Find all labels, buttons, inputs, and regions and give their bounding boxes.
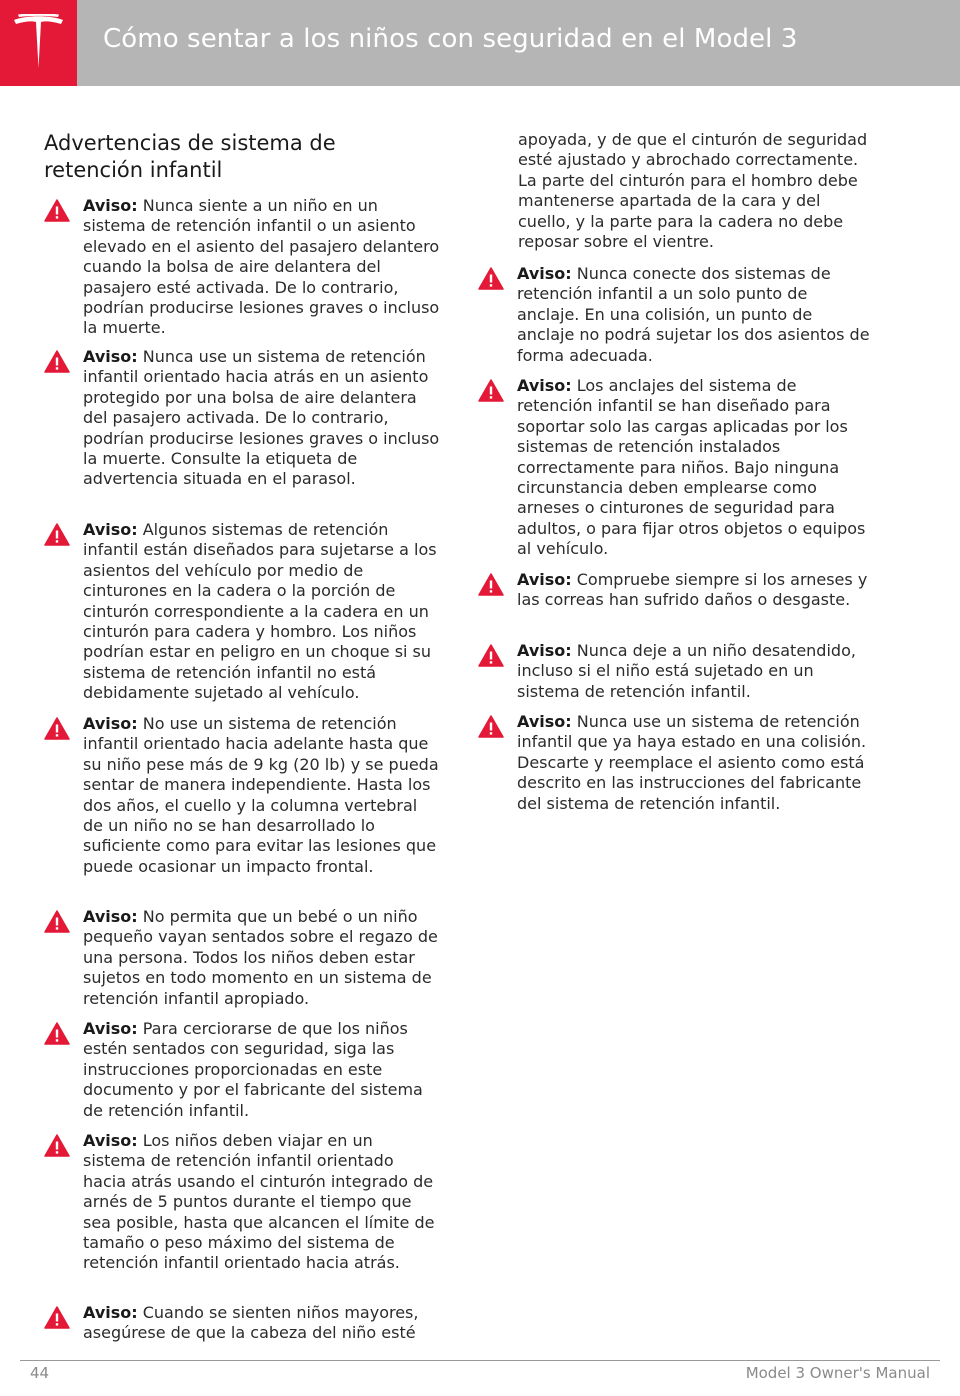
- warning-label: Aviso:: [83, 1303, 138, 1322]
- warning-body: Nunca use un sistema de retención infantil orientado hacia atrás en un asiento protegido por una bolsa de aire delantera del pasajero activada. De lo contrario, podrían producirse lesiones graves o incluso la muerte. Consulte la etiqueta de advertencia situada en el parasol.: [83, 347, 440, 489]
- warning-text: [83, 520, 440, 704]
- warning-label: Aviso:: [83, 1131, 138, 1150]
- manual-title: Model 3 Owner's Manual: [745, 1364, 930, 1382]
- warning-label: Aviso:: [517, 376, 572, 395]
- warning-body: Los anclajes del sistema de retención infantil se han diseñado para soportar solo las cargas aplicadas por los sistemas de retención instalados correctamente para niños. Bajo ninguna circunstancia deben emplearse como arneses o cinturones de seguridad para adultos, o para fijar otros objetos o equipos al vehículo.: [517, 376, 866, 559]
- warning-label: Aviso:: [517, 641, 572, 660]
- warning-text: [83, 1131, 440, 1274]
- warning-body: Compruebe siempre si los arneses y las correas han sufrido daños o desgaste.: [517, 570, 868, 610]
- warning-triangle-icon: [44, 717, 70, 740]
- warning-text: [517, 641, 874, 702]
- warning-label: Aviso:: [83, 907, 138, 926]
- warning-label: Aviso:: [83, 520, 138, 539]
- warning-label: Aviso:: [83, 347, 138, 366]
- warning-label: Aviso:: [83, 196, 138, 215]
- warning-body: Algunos sistemas de retención infantil están diseñados para sujetarse a los asientos del vehículo por medio de cinturones en la cadera o la porción de cinturón correspondiente a la cadera en un cinturón para cadera y hombro. Los niños podrían estar en peligro en un choque si su sistema de retención infantil no está debidamente sujetado al vehículo.: [83, 520, 437, 703]
- tesla-logo: [0, 0, 77, 86]
- warning-text: [517, 264, 874, 366]
- warning-body: Para cerciorarse de que los niños estén sentados con seguridad, siga las instrucciones proporcionadas en este documento y por el fabricante del sistema de retención infantil.: [83, 1019, 423, 1120]
- warning-triangle-icon: [44, 1022, 70, 1045]
- warning-triangle-icon: [44, 910, 70, 933]
- warning-triangle-icon: [478, 267, 504, 290]
- warning-body: Nunca use un sistema de retención infantil que ya haya estado en una colisión. Descarte y reemplace el asiento como está descrito en las instrucciones del fabricante del sistema de retención infantil.: [517, 712, 867, 813]
- warning-body: Cuando se sienten niños mayores, asegúrese de que la cabeza del niño esté: [83, 1303, 419, 1343]
- warning-triangle-icon: [44, 523, 70, 546]
- warning-triangle-icon: [44, 199, 70, 222]
- warning-text: [83, 196, 440, 339]
- warning-text: [83, 1303, 440, 1344]
- warning-text: [83, 1019, 440, 1121]
- header-title: Cómo sentar a los niños con seguridad en el Model 3: [103, 24, 798, 54]
- warning-label: Aviso:: [517, 264, 572, 283]
- tesla-logo-icon: [12, 14, 65, 72]
- warning-text: [517, 712, 874, 814]
- warning-body: Nunca conecte dos sistemas de retención infantil a un solo punto de anclaje. En una colisión, un punto de anclaje no podrá sujetar los dos asientos de forma adecuada.: [517, 264, 870, 365]
- warning-text: [83, 347, 440, 490]
- warning-label: Aviso:: [83, 1019, 138, 1038]
- footer-divider: [20, 1360, 940, 1361]
- warning-triangle-icon: [478, 715, 504, 738]
- page-number: 44: [30, 1364, 50, 1382]
- warning-body: Los niños deben viajar en un sistema de retención infantil orientado hacia atrás usando el cinturón integrado de arnés de 5 puntos durante el tiempo que sea posible, hasta que alcancen el límite de tamaño o peso máximo del sistema de retención infantil orientado hacia atrás.: [83, 1131, 435, 1273]
- warning-text: [517, 376, 874, 560]
- page-header: [0, 0, 960, 86]
- warning-label: Aviso:: [517, 712, 572, 731]
- warning-label: Aviso:: [83, 714, 138, 733]
- warning-label: Aviso:: [517, 570, 572, 589]
- warning-triangle-icon: [44, 350, 70, 373]
- warning-body: Nunca deje a un niño desatendido, incluso si el niño está sujetado en un sistema de retención infantil.: [517, 641, 856, 701]
- warning-triangle-icon: [478, 573, 504, 596]
- warning-triangle-icon: [44, 1306, 70, 1329]
- warning-body: Nunca siente a un niño en un sistema de retención infantil o un asiento elevado en el asiento del pasajero delantero cuando la bolsa de aire delantera del pasajero esté activada. De lo contrario, podrían producirse lesiones graves o incluso la muerte.: [83, 196, 440, 338]
- warning-text: [83, 714, 440, 877]
- warning-text: [83, 907, 440, 1009]
- warning-triangle-icon: [478, 644, 504, 667]
- section-title: Advertencias de sistema de retención infantil: [44, 131, 336, 182]
- continued-paragraph: apoyada, y de que el cinturón de seguridad esté ajustado y abrochado correctamente. La parte del cinturón para el hombro debe mantenerse apartada de la cara y del cuello, y la parte para la cadera no debe reposar sobre el vientre.: [518, 130, 868, 252]
- warning-body: No use un sistema de retención infantil orientado hacia adelante hasta que su niño pese más de 9 kg (20 lb) y se pueda sentar de manera independiente. Hasta los dos años, el cuello y la columna vertebral de un niño no se han desarrollado lo suficiente como para evitar las lesiones que puede ocasionar un impacto frontal.: [83, 714, 439, 876]
- warning-triangle-icon: [44, 1134, 70, 1157]
- warning-triangle-icon: [478, 379, 504, 402]
- warning-body: No permita que un bebé o un niño pequeño vayan sentados sobre el regazo de una persona. Todos los niños deben estar sujetos en todo momento en un sistema de retención infantil apropiado.: [83, 907, 438, 1008]
- warning-text: [517, 570, 874, 611]
